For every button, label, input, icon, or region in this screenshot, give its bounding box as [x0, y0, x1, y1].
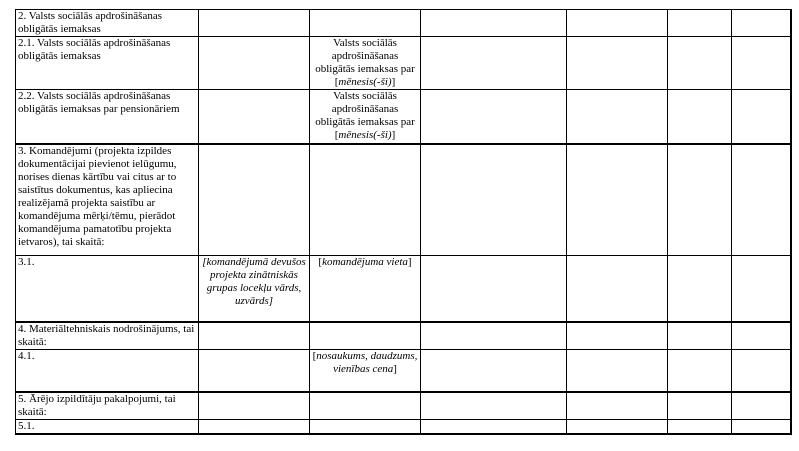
- table-row: [16, 256, 791, 322]
- cell: [567, 420, 668, 435]
- cell: [199, 90, 310, 144]
- cell: [732, 350, 791, 392]
- cell: [199, 37, 310, 90]
- cell: [421, 144, 567, 256]
- cell: [732, 256, 791, 322]
- placeholder-cell: [310, 350, 421, 392]
- row-label: 4. Materiāltehniskais nodrošinājums, tai skaitā:: [16, 322, 199, 350]
- cell: [199, 322, 310, 350]
- placeholder-text: [: [318, 256, 323, 268]
- placeholder-close: ]: [391, 129, 396, 141]
- cell: [567, 144, 668, 256]
- cell: [567, 37, 668, 90]
- cell: [421, 37, 567, 90]
- placeholder-cell: [310, 90, 421, 144]
- cell: [199, 10, 310, 37]
- cell: [199, 350, 310, 392]
- cell: [310, 322, 421, 350]
- cell: [732, 10, 791, 37]
- cell: [732, 37, 791, 90]
- cell: [199, 392, 310, 420]
- budget-table: [15, 9, 792, 435]
- cell: [567, 350, 668, 392]
- cell: [668, 90, 732, 144]
- cell: [421, 420, 567, 435]
- placeholder-close: ]: [407, 256, 412, 268]
- placeholder-text: Valsts sociālās apdrošināšanas obligātās iemaksas par [: [315, 37, 415, 88]
- cell: [310, 10, 421, 37]
- cell: [668, 256, 732, 322]
- cell: [732, 392, 791, 420]
- cell: [421, 322, 567, 350]
- row-label: 3.1.: [16, 256, 199, 322]
- table-row: [16, 350, 791, 392]
- cell: [310, 144, 421, 256]
- cell: [421, 392, 567, 420]
- cell: [310, 420, 421, 435]
- cell: [421, 10, 567, 37]
- placeholder-italic: mēnesis(-ši): [338, 76, 392, 88]
- placeholder-close: ]: [391, 76, 396, 88]
- cell: [567, 10, 668, 37]
- cell: [668, 350, 732, 392]
- cell: [421, 350, 567, 392]
- cell: [567, 256, 668, 322]
- cell: [668, 420, 732, 435]
- cell: [668, 392, 732, 420]
- row-label: 2.1. Valsts sociālās apdrošināšanas obligātās iemaksas: [16, 37, 199, 90]
- cell: [421, 90, 567, 144]
- cell: [567, 392, 668, 420]
- placeholder-text: Valsts sociālās apdrošināšanas obligātās iemaksas par [: [315, 90, 415, 141]
- table-row: [16, 90, 791, 144]
- cell: [199, 420, 310, 435]
- table-row: [16, 322, 791, 350]
- row-label: 5.1.: [16, 420, 199, 435]
- placeholder-close: ]: [393, 363, 397, 375]
- placeholder-text: [: [312, 350, 317, 362]
- table-row: [16, 10, 791, 37]
- cell: [732, 90, 791, 144]
- cell: [310, 392, 421, 420]
- cell: [732, 322, 791, 350]
- cell: [421, 256, 567, 322]
- cell: [567, 322, 668, 350]
- row-label: 2.2. Valsts sociālās apdrošināšanas obligātās iemaksas par pensionāriem: [16, 90, 199, 144]
- placeholder-italic: komandējuma vieta: [322, 256, 408, 268]
- placeholder-cell: [komandējumā devušos projekta zinātniskās grupas locekļu vārds, uzvārds]: [199, 256, 310, 322]
- cell: [199, 144, 310, 256]
- row-label: 3. Komandējumi (projekta izpildes dokumentācijai pievienot ielūgumu, norises dienas kārtību vai citus ar to saistītus dokumentus, kas apliecina realizējamā projekta saistību ar komandējuma mērķi/tēmu, pierādot komandējuma pamatotību projekta ietvaros), tai skaitā:: [16, 144, 199, 256]
- cell: [668, 322, 732, 350]
- cell: [567, 90, 668, 144]
- row-label: 4.1.: [16, 350, 199, 392]
- row-label: 5. Ārējo izpildītāju pakalpojumi, tai skaitā:: [16, 392, 199, 420]
- placeholder-italic: mēnesis(-ši): [338, 129, 392, 141]
- cell: [732, 144, 791, 256]
- row-label: 2. Valsts sociālās apdrošināšanas obligātās iemaksas: [16, 10, 199, 37]
- table-row: [16, 420, 791, 435]
- table-row: [16, 392, 791, 420]
- cell: [668, 10, 732, 37]
- cell: [668, 37, 732, 90]
- table-row: [16, 144, 791, 256]
- placeholder-italic: nosaukums, daudzums, vienības cena: [316, 350, 418, 375]
- cell: [732, 420, 791, 435]
- placeholder-cell: [310, 37, 421, 90]
- cell: [668, 144, 732, 256]
- table-row: [16, 37, 791, 90]
- placeholder-cell: [310, 256, 421, 322]
